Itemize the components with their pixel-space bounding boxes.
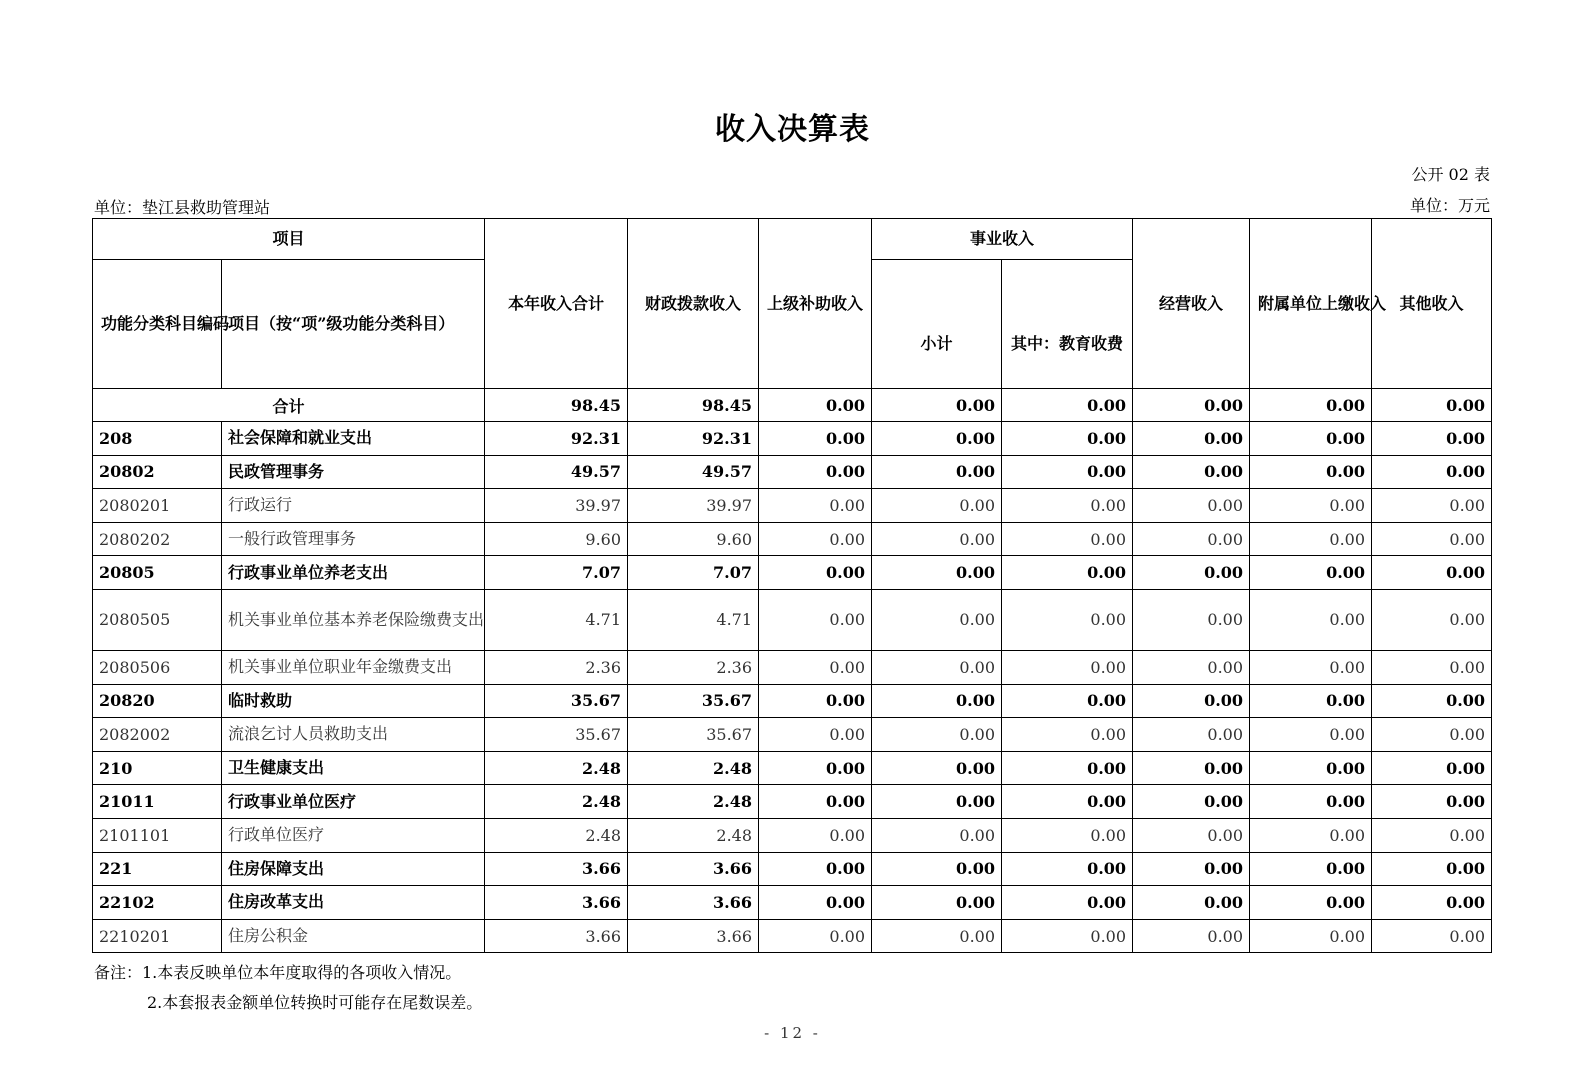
header-item: 项目 — [93, 219, 485, 260]
row-name: 临时救助 — [222, 684, 485, 718]
row-name: 行政运行 — [222, 489, 485, 523]
row-value: 9.60 — [628, 522, 759, 556]
row-value: 0.00 — [872, 852, 1002, 886]
table-row — [93, 422, 1492, 456]
row-value: 0.00 — [1372, 489, 1492, 523]
row-value: 0.00 — [1133, 650, 1250, 684]
row-code: 2080202 — [93, 522, 222, 556]
table-row — [93, 785, 1492, 819]
row-name: 流浪乞讨人员救助支出 — [222, 718, 485, 752]
row-code: 2080506 — [93, 650, 222, 684]
row-value: 0.00 — [1250, 818, 1372, 852]
row-value: 0.00 — [1250, 751, 1372, 785]
row-value: 0.00 — [1250, 455, 1372, 489]
row-value: 0.00 — [1250, 785, 1372, 819]
row-value: 0.00 — [1002, 489, 1133, 523]
row-value: 0.00 — [1372, 919, 1492, 953]
row-value: 39.97 — [628, 489, 759, 523]
row-code: 22102 — [93, 886, 222, 920]
total-row — [93, 389, 1492, 422]
row-value: 0.00 — [759, 522, 872, 556]
total-cell: 98.45 — [628, 389, 759, 422]
row-value: 0.00 — [759, 489, 872, 523]
row-code: 20802 — [93, 455, 222, 489]
table-row — [93, 455, 1492, 489]
row-value: 0.00 — [1250, 919, 1372, 953]
total-cell: 0.00 — [872, 389, 1002, 422]
row-value: 0.00 — [1250, 718, 1372, 752]
row-value: 3.66 — [628, 919, 759, 953]
reporting-unit: 单位：垫江县救助管理站 — [94, 198, 271, 217]
row-value: 0.00 — [759, 589, 872, 650]
row-value: 0.00 — [1250, 422, 1372, 456]
header-total: 本年收入合计 — [485, 219, 628, 389]
row-value: 0.00 — [759, 919, 872, 953]
row-value: 2.48 — [628, 751, 759, 785]
row-value: 0.00 — [1372, 751, 1492, 785]
row-value: 0.00 — [759, 852, 872, 886]
row-value: 3.66 — [628, 886, 759, 920]
row-value: 0.00 — [1372, 650, 1492, 684]
row-value: 0.00 — [1002, 919, 1133, 953]
row-value: 0.00 — [872, 718, 1002, 752]
row-value: 0.00 — [1133, 589, 1250, 650]
row-value: 0.00 — [1133, 785, 1250, 819]
row-value: 0.00 — [1372, 718, 1492, 752]
row-value: 0.00 — [872, 556, 1002, 590]
row-name: 一般行政管理事务 — [222, 522, 485, 556]
row-value: 0.00 — [1002, 650, 1133, 684]
row-name: 住房保障支出 — [222, 852, 485, 886]
row-value: 0.00 — [759, 684, 872, 718]
row-value: 0.00 — [1372, 886, 1492, 920]
row-value: 0.00 — [759, 422, 872, 456]
row-value: 0.00 — [1250, 650, 1372, 684]
row-code: 20805 — [93, 556, 222, 590]
table-row — [93, 818, 1492, 852]
row-code: 2210201 — [93, 919, 222, 953]
total-cell: 0.00 — [1002, 389, 1133, 422]
row-value: 49.57 — [485, 455, 628, 489]
income-table — [92, 218, 1492, 953]
row-value: 0.00 — [1002, 718, 1133, 752]
row-value: 35.67 — [628, 718, 759, 752]
row-value: 92.31 — [628, 422, 759, 456]
table-row — [93, 650, 1492, 684]
row-value: 0.00 — [1372, 556, 1492, 590]
row-value: 2.48 — [628, 785, 759, 819]
header-subtotal: 小计 — [872, 260, 1002, 389]
header-fiscal: 财政拨款收入 — [628, 219, 759, 389]
header-affiliated: 附属单位上缴收入 — [1250, 219, 1372, 389]
row-value: 9.60 — [485, 522, 628, 556]
row-value: 0.00 — [1133, 522, 1250, 556]
row-value: 2.48 — [485, 818, 628, 852]
row-name: 机关事业单位基本养老保险缴费支出 — [222, 589, 485, 650]
row-value: 0.00 — [1250, 886, 1372, 920]
currency-unit: 单位：万元 — [1409, 196, 1490, 215]
row-code: 2080201 — [93, 489, 222, 523]
row-value: 0.00 — [1133, 455, 1250, 489]
row-name: 行政事业单位医疗 — [222, 785, 485, 819]
total-cell: 0.00 — [1250, 389, 1372, 422]
row-code: 221 — [93, 852, 222, 886]
row-name: 民政管理事务 — [222, 455, 485, 489]
row-value: 2.36 — [628, 650, 759, 684]
header-code: 功能分类科目编码 — [93, 260, 222, 389]
row-name: 社会保障和就业支出 — [222, 422, 485, 456]
row-name: 住房改革支出 — [222, 886, 485, 920]
total-cell: 0.00 — [759, 389, 872, 422]
form-number: 公开 02 表 — [1411, 165, 1490, 184]
row-code: 21011 — [93, 785, 222, 819]
row-value: 4.71 — [485, 589, 628, 650]
row-value: 0.00 — [759, 785, 872, 819]
row-name: 机关事业单位职业年金缴费支出 — [222, 650, 485, 684]
row-value: 0.00 — [1133, 919, 1250, 953]
table-row — [93, 718, 1492, 752]
row-value: 0.00 — [1133, 556, 1250, 590]
row-value: 0.00 — [1002, 818, 1133, 852]
table-row — [93, 751, 1492, 785]
total-cell: 98.45 — [485, 389, 628, 422]
row-value: 0.00 — [872, 422, 1002, 456]
row-value: 0.00 — [1133, 852, 1250, 886]
table-row — [93, 684, 1492, 718]
row-value: 3.66 — [628, 852, 759, 886]
row-code: 20820 — [93, 684, 222, 718]
row-value: 0.00 — [1133, 489, 1250, 523]
row-value: 0.00 — [1250, 589, 1372, 650]
row-value: 0.00 — [1002, 589, 1133, 650]
row-value: 0.00 — [1372, 455, 1492, 489]
row-value: 0.00 — [1133, 751, 1250, 785]
row-value: 0.00 — [1002, 751, 1133, 785]
row-value: 0.00 — [1372, 589, 1492, 650]
total-label: 合计 — [93, 389, 485, 422]
notes — [94, 958, 482, 1018]
row-code: 208 — [93, 422, 222, 456]
row-value: 3.66 — [485, 852, 628, 886]
row-value: 0.00 — [872, 684, 1002, 718]
row-value: 0.00 — [1002, 852, 1133, 886]
row-value: 0.00 — [1133, 684, 1250, 718]
row-name: 卫生健康支出 — [222, 751, 485, 785]
header-name: 项目（按“项”级功能分类科目） — [222, 260, 485, 389]
header-edu: 其中：教育收费 — [1002, 260, 1133, 389]
note-2: 2.本套报表金额单位转换时可能存在尾数误差。 — [147, 993, 483, 1012]
row-value: 2.48 — [485, 751, 628, 785]
row-value: 0.00 — [872, 650, 1002, 684]
page-number: - 12 - — [764, 1024, 821, 1042]
row-value: 0.00 — [1002, 422, 1133, 456]
row-value: 0.00 — [1372, 522, 1492, 556]
row-value: 35.67 — [628, 684, 759, 718]
row-value: 0.00 — [759, 650, 872, 684]
row-value: 0.00 — [759, 718, 872, 752]
row-value: 0.00 — [1002, 455, 1133, 489]
row-value: 0.00 — [872, 751, 1002, 785]
row-value: 0.00 — [759, 886, 872, 920]
row-value: 0.00 — [1372, 785, 1492, 819]
row-value: 0.00 — [872, 522, 1002, 556]
row-value: 0.00 — [1002, 522, 1133, 556]
row-value: 3.66 — [485, 886, 628, 920]
row-code: 210 — [93, 751, 222, 785]
row-value: 0.00 — [872, 489, 1002, 523]
row-value: 2.36 — [485, 650, 628, 684]
table-row — [93, 886, 1492, 920]
row-value: 0.00 — [1372, 422, 1492, 456]
header-superior: 上级补助收入 — [759, 219, 872, 389]
row-value: 0.00 — [759, 455, 872, 489]
row-value: 4.71 — [628, 589, 759, 650]
row-value: 0.00 — [1372, 852, 1492, 886]
row-value: 49.57 — [628, 455, 759, 489]
row-value: 0.00 — [1133, 422, 1250, 456]
page-title: 收入决算表 — [715, 112, 870, 147]
table-row — [93, 522, 1492, 556]
row-code: 2080505 — [93, 589, 222, 650]
row-value: 92.31 — [485, 422, 628, 456]
row-value: 0.00 — [872, 919, 1002, 953]
table-row — [93, 852, 1492, 886]
table-row — [93, 489, 1492, 523]
row-value: 0.00 — [1002, 556, 1133, 590]
row-value: 35.67 — [485, 718, 628, 752]
row-value: 0.00 — [1250, 489, 1372, 523]
row-value: 39.97 — [485, 489, 628, 523]
row-name: 住房公积金 — [222, 919, 485, 953]
table-row — [93, 589, 1492, 650]
header-operating: 经营收入 — [1133, 219, 1250, 389]
row-name: 行政单位医疗 — [222, 818, 485, 852]
table-row — [93, 556, 1492, 590]
row-value: 7.07 — [628, 556, 759, 590]
row-value: 2.48 — [485, 785, 628, 819]
header-business: 事业收入 — [872, 219, 1133, 260]
row-value: 0.00 — [1002, 785, 1133, 819]
row-code: 2082002 — [93, 718, 222, 752]
header-other: 其他收入 — [1372, 219, 1492, 389]
table-row — [93, 919, 1492, 953]
row-value: 0.00 — [872, 589, 1002, 650]
row-value: 0.00 — [1133, 886, 1250, 920]
row-value: 0.00 — [1372, 684, 1492, 718]
row-value: 0.00 — [1002, 684, 1133, 718]
row-value: 0.00 — [759, 818, 872, 852]
row-code: 2101101 — [93, 818, 222, 852]
row-value: 0.00 — [1372, 818, 1492, 852]
row-value: 0.00 — [1250, 522, 1372, 556]
total-cell: 0.00 — [1372, 389, 1492, 422]
row-name: 行政事业单位养老支出 — [222, 556, 485, 590]
row-value: 0.00 — [1250, 852, 1372, 886]
row-value: 0.00 — [759, 751, 872, 785]
row-value: 2.48 — [628, 818, 759, 852]
row-value: 0.00 — [872, 785, 1002, 819]
row-value: 0.00 — [872, 455, 1002, 489]
row-value: 0.00 — [1133, 718, 1250, 752]
row-value: 0.00 — [872, 886, 1002, 920]
row-value: 0.00 — [872, 818, 1002, 852]
total-cell: 0.00 — [1133, 389, 1250, 422]
row-value: 0.00 — [1002, 886, 1133, 920]
row-value: 35.67 — [485, 684, 628, 718]
row-value: 7.07 — [485, 556, 628, 590]
note-1: 备注：1.本表反映单位本年度取得的各项收入情况。 — [94, 963, 462, 982]
row-value: 0.00 — [759, 556, 872, 590]
row-value: 3.66 — [485, 919, 628, 953]
row-value: 0.00 — [1250, 684, 1372, 718]
row-value: 0.00 — [1250, 556, 1372, 590]
row-value: 0.00 — [1133, 818, 1250, 852]
